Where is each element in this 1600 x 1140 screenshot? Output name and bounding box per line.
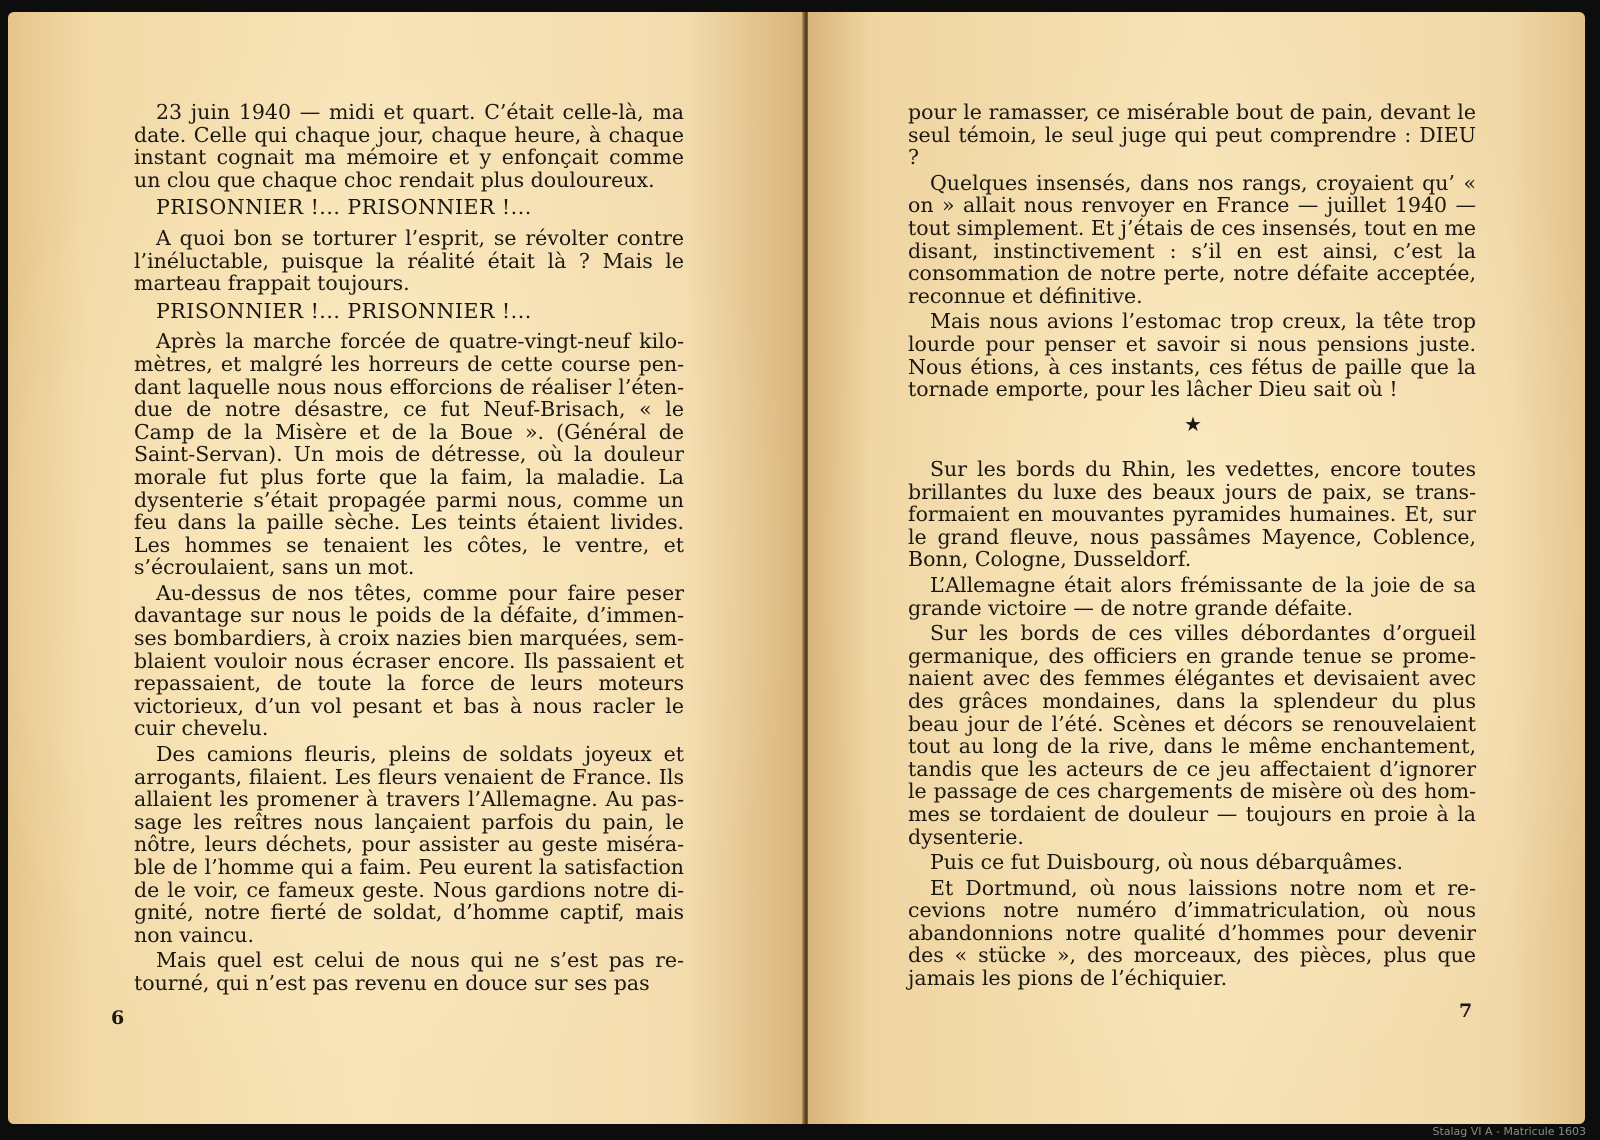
paragraph: Mais nous avions l’estomac trop creux, la tête trop lourde pour penser et savoir si nous pensions juste. Nous étions, à ces instants, ces fétus de paille que la tornade emporte, pour les lâcher Dieu sait où ! bbox=[908, 309, 1476, 402]
left-page-text bbox=[134, 101, 684, 998]
paragraph: Quelques insensés, dans nos rangs, croyaient qu’ « on » allait nous renvoyer en France — juillet 1940 — tout simplement. Et j’étais de ces insensés, tout en me disant, instinctivement : s’il en est ainsi, c’est la consommation de notre perte, notre défaite acceptée, reconnue et définitive. bbox=[908, 170, 1476, 308]
right-page-text-top bbox=[908, 101, 1476, 404]
right-page bbox=[808, 12, 1585, 1124]
paragraph: L’Allemagne était alors frémissante de la joie de sa grande victoire — de notre grande défaite. bbox=[908, 572, 1476, 620]
paragraph: Et Dortmund, où nous laissions notre nom et recevions notre numéro d’immatriculation, où nous abandonnions notre qualité d’hommes pour devenir des « stücke », des morceaux, des pièces, plus que jamais les pions de l’échiquier. bbox=[908, 875, 1476, 991]
paragraph: Puis ce fut Duisbourg, où nous débarquâmes. bbox=[930, 850, 1404, 875]
paragraph: Après la marche forcée de quatre-vingt-neuf kilomètres, et malgré les horreurs de cette course pendant laquelle nous nous efforcions de réaliser l’étendue de notre désastre, ce fut Neuf-Brisach, « le Camp de la Misère et de la Boue ». (Général de Saint-Servan). Un mois de détresse, où la douleur morale fut plus forte que la faim, la maladie. La dysenterie s’était propagée parmi nous, comme un feu dans la paille sèche. Les teints étaient livides. Les hommes se tenaient les côtes, le ventre, et s’écroulaient, sans un mot. bbox=[134, 329, 684, 580]
page-number: 7 bbox=[1459, 1000, 1473, 1022]
paragraph: Mais quel est celui de nous qui ne s’est pas retourné, qui n’est pas revenu en douce sur ses pas bbox=[134, 948, 684, 995]
paragraph: pour le ramasser, ce misérable bout de pain, devant le seul témoin, le seul juge qui peut comprendre : DIEU ? bbox=[908, 100, 1476, 170]
paragraph: Au-dessus de nos têtes, comme pour faire peser davantage sur nous le poids de la défaite, d’immenses bombardiers, à croix nazies bien marquées, semblaient vouloir nous écraser encore. Ils passaient et repassaient, de toute la force de leurs moteurs victorieux, d’un vol pesant et bas à nous racler le cuir chevelu. bbox=[134, 580, 685, 741]
page-number: 6 bbox=[111, 1007, 125, 1029]
book-spread bbox=[8, 12, 1585, 1124]
paragraph: Des camions fleuris, pleins de soldats joyeux et arrogants, filaient. Les fleurs venaient de France. Ils allaient les promener à travers l’Allemagne. Au passage les reîtres nous lançaient parfois du pain, le nôtre, leurs déchets, pour assister au geste misérable de l’homme qui a faim. Peu eurent la satisfaction de le voir, ce fameux geste. Nous gardions notre dignité, notre fierté de soldat, d’homme captif, mais non vaincu. bbox=[134, 742, 684, 947]
paragraph: Sur les bords de ces villes débordantes d’orgueil germanique, des officiers en grande tenue se promenaient avec des femmes élégantes et devisaient avec des grâces mondaines, dans la splendeur du plus beau jour de l’été. Scènes et décors se renouvelaient tout au long de la rive, dans le même enchantement, tandis que les acteurs de ce jeu affectaient d’ignorer le passage de ces chargements de misère où des hommes se tordaient de douleur — toujours en proie à la dysenterie. bbox=[908, 621, 1476, 849]
right-page-text-bottom bbox=[908, 458, 1476, 993]
paragraph: Sur les bords du Rhin, les vedettes, encore toutes brillantes du luxe des beaux jours de paix, se transformaient en mouvantes pyramides humaines. Et, sur le grand fleuve, nous passâmes Mayence, Coblence, Bonn, Cologne, Dusseldorf. bbox=[908, 457, 1476, 572]
section-separator-star-icon: ★ bbox=[1184, 412, 1202, 436]
watermark-caption: Stalag VI A - Matricule 1603 bbox=[1432, 1125, 1586, 1138]
paragraph: 23 juin 1940 — midi et quart. C’était celle-là, ma date. Celle qui chaque jour, chaque heure, à chaque instant cognait ma mémoire et y enfonçait comme un clou que chaque choc rendait plus douloureux. bbox=[134, 100, 684, 192]
heading-prisonnier: PRISONNIER !... PRISONNIER !... bbox=[156, 298, 532, 323]
paragraph: A quoi bon se torturer l’esprit, se révolter contre l’inéluctable, puisque la réalité était là ? Mais le marteau frappait toujours. bbox=[134, 225, 684, 296]
heading-prisonnier: PRISONNIER !... PRISONNIER !... bbox=[156, 195, 532, 220]
left-page bbox=[8, 12, 804, 1124]
